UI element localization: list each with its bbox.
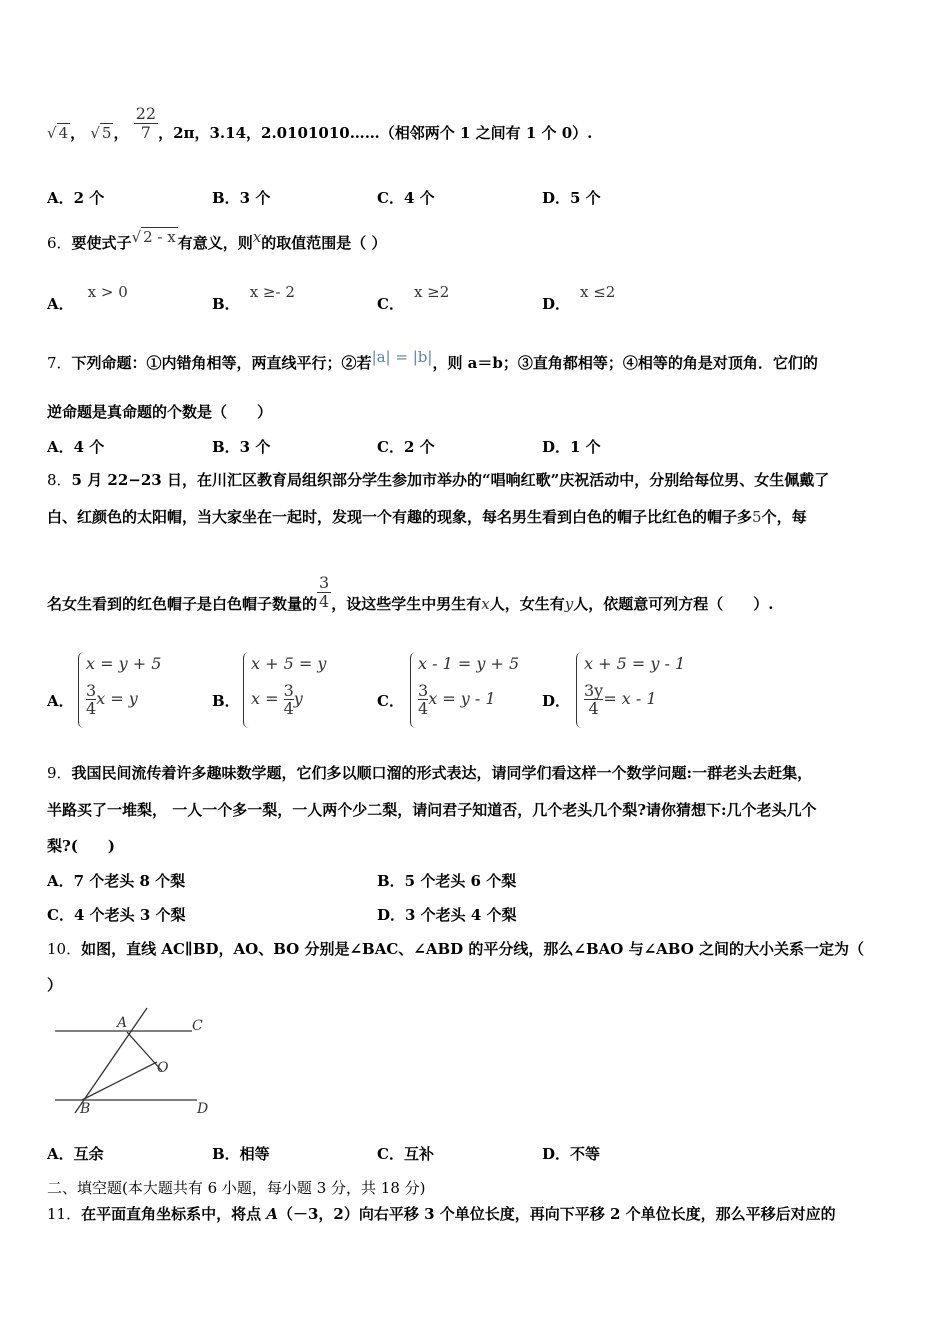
q8-option-d-label[interactable]: D． (542, 692, 571, 710)
q8-stem-line3: 名女生看到的红色帽子是白色帽子数量的 $\frac{3}{4}$ ，设这些学生中男生有x人，女生有y人，依题意可列方程（ ）. (47, 572, 774, 613)
label-b: B (80, 1101, 91, 1117)
q10-stem-line2: ） (47, 976, 63, 994)
q5-option-a[interactable]: A．2 个 (47, 189, 105, 207)
q9-stem-line1: 9．我国民间流传着许多趣味数学题，它们多以顺口溜的形式表达，请同学们看这样一个数学问题:一群老头去赶集， (47, 764, 813, 782)
q5-option-c[interactable]: C．4 个 (377, 189, 435, 207)
q7-option-c[interactable]: C．2 个 (377, 438, 435, 456)
q6-option-c[interactable]: C．x ≥2 (377, 283, 450, 313)
q5-option-d[interactable]: D．5 个 (542, 189, 601, 207)
q9-option-d[interactable]: D．3 个老头 4 个梨 (377, 906, 517, 924)
q8-stem-line1: 8．5 月 22−23 日，在川汇区教育局组织部分学生参加市举办的“唱响红歌”庆祝活动中，分别给每位男、女生佩戴了 (47, 471, 830, 489)
fraction-3-4: $\frac{3}{4}$ (319, 572, 330, 611)
label-d: D (197, 1101, 209, 1117)
transversal-ab (75, 1008, 147, 1113)
q9-stem-line3: 梨?( ) (47, 837, 115, 855)
sqrt-4: √ 4 (47, 124, 69, 142)
q10-stem-line1: 10．如图，直线 AC∥BD，AO、BO 分别是∠BAC、∠ABD 的平分线，那么∠BAO 与∠ABO 之间的大小关系一定为（ (47, 940, 865, 958)
q7-option-d[interactable]: D．1 个 (542, 438, 601, 456)
q7-stem-line1: 7．下列命题：①内错角相等，两直线平行；②若|a| = |b|，则 a＝b；③直角都相等；④相等的角是对顶角．它们的 (47, 348, 818, 372)
section-heading: 二、填空题(本大题共有 6 小题，每小题 3 分，共 18 分) (47, 1179, 426, 1197)
q10-option-b[interactable]: B．相等 (212, 1145, 270, 1163)
q6-option-b[interactable]: B．x ≥- 2 (212, 283, 295, 313)
q8-stem-line2: 白、红颜色的太阳帽，当大家坐在一起时，发现一个有趣的现象，每名男生看到白色的帽子比红色的帽子多5个，每 (47, 508, 807, 526)
q7-stem-line2: 逆命题是真命题的个数是（ ） (47, 403, 273, 421)
label-a: A (117, 1015, 128, 1031)
sqrt-5: √ 5 (90, 124, 112, 142)
label-o: O (157, 1060, 169, 1076)
label-c: C (192, 1018, 203, 1034)
q9-option-b[interactable]: B．5 个老头 6 个梨 (377, 872, 517, 890)
q10-figure (47, 1005, 217, 1120)
q8-option-c-label[interactable]: C． (377, 692, 404, 710)
q8-option-a-label[interactable]: A． (47, 692, 74, 710)
q7-option-b[interactable]: B．3 个 (212, 438, 271, 456)
q9-option-a[interactable]: A．7 个老头 8 个梨 (47, 872, 186, 890)
q9-stem-line2: 半路买了一堆梨， 一人一个多一梨，一人两个少二梨，请问君子知道否，几个老头几个梨?请你猜想下:几个老头几个 (47, 801, 817, 819)
segment-bo (82, 1062, 157, 1100)
q11-stem: 11．在平面直角坐标系中，将点 A（－3，2）向右平移 3 个单位长度，再向下平移 2 个单位长度，那么平移后对应的 (47, 1205, 836, 1223)
q5-option-b[interactable]: B．3 个 (212, 189, 271, 207)
q10-option-a[interactable]: A．互余 (47, 1145, 104, 1163)
q6-stem: 6．要使式子√ 2 - x 有意义，则x的取值范围是（ ） (47, 228, 387, 252)
sqrt-2-minus-x: √ 2 - x (131, 228, 176, 246)
fraction-22-7: $\frac{22}{7}$ (135, 103, 157, 142)
q10-option-c[interactable]: C．互补 (377, 1145, 434, 1163)
q5-stem: √ 4 ， √ 5 ， $\frac{22}{7}$ ，2π，3.14，2.0101010……（相邻两个 1 之间有 1 个 0）. (47, 103, 593, 142)
q10-option-d[interactable]: D．不等 (542, 1145, 601, 1163)
abs-equation: |a| = |b| (371, 348, 433, 366)
q8-option-b-label[interactable]: B． (212, 692, 240, 710)
q9-option-c[interactable]: C．4 个老头 3 个梨 (47, 906, 186, 924)
q7-option-a[interactable]: A．4 个 (47, 438, 105, 456)
q6-option-d[interactable]: D．x ≤2 (542, 283, 616, 313)
q6-option-a[interactable]: A．x > 0 (47, 283, 128, 313)
